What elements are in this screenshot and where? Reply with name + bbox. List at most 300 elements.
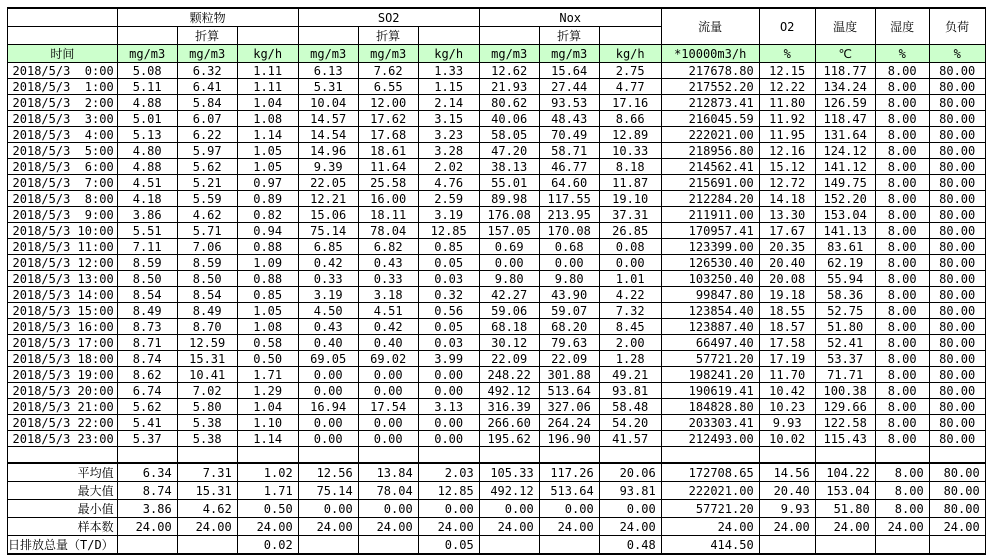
value-cell[interactable]: 8.73 [117,319,177,335]
value-cell[interactable]: 75.14 [298,482,358,500]
value-cell[interactable]: 8.00 [875,399,929,415]
value-cell[interactable]: 117.26 [539,463,599,482]
time-cell[interactable]: 2018/5/3 12:00 [8,255,118,271]
value-cell[interactable]: 123854.40 [661,303,759,319]
value-cell[interactable]: 16.00 [358,191,418,207]
value-cell[interactable]: 7.11 [117,239,177,255]
value-cell[interactable]: 105.33 [479,463,539,482]
value-cell[interactable]: 55.01 [479,175,539,191]
value-cell[interactable]: 3.86 [117,500,177,518]
value-cell[interactable]: 0.85 [237,287,298,303]
value-cell[interactable]: 0.88 [237,271,298,287]
value-cell[interactable]: 0.94 [237,223,298,239]
value-cell[interactable] [661,447,759,464]
value-cell[interactable]: 170957.41 [661,223,759,239]
value-cell[interactable]: 3.18 [358,287,418,303]
value-cell[interactable]: 12.00 [358,95,418,111]
value-cell[interactable]: 131.64 [815,127,875,143]
value-cell[interactable]: 1.05 [237,303,298,319]
value-cell[interactable]: 8.00 [875,79,929,95]
value-cell[interactable]: 40.06 [479,111,539,127]
value-cell[interactable]: 190619.41 [661,383,759,399]
value-cell[interactable]: 153.04 [815,482,875,500]
time-cell[interactable]: 2018/5/3 15:00 [8,303,118,319]
value-cell[interactable]: 1.14 [237,431,298,447]
summary-label-cell[interactable]: 平均值 [8,463,118,482]
value-cell[interactable]: 24.00 [599,518,661,536]
value-cell[interactable]: 8.00 [875,319,929,335]
value-cell[interactable]: 6.85 [298,239,358,255]
value-cell[interactable]: 24.00 [117,518,177,536]
value-cell[interactable]: 8.00 [875,367,929,383]
value-cell[interactable]: 0.00 [599,255,661,271]
value-cell[interactable]: 8.49 [117,303,177,319]
value-cell[interactable]: 1.28 [599,351,661,367]
value-cell[interactable]: 12.56 [298,463,358,482]
value-cell[interactable] [418,447,479,464]
value-cell[interactable]: 0.89 [237,191,298,207]
value-cell[interactable]: 5.41 [117,415,177,431]
value-cell[interactable]: 54.20 [599,415,661,431]
value-cell[interactable]: 20.06 [599,463,661,482]
value-cell[interactable]: 5.21 [177,175,237,191]
value-cell[interactable]: 0.56 [418,303,479,319]
value-cell[interactable]: 59.07 [539,303,599,319]
value-cell[interactable]: 11.64 [358,159,418,175]
value-cell[interactable]: 15.31 [177,482,237,500]
value-cell[interactable]: 0.05 [418,536,479,555]
time-cell[interactable]: 2018/5/3 9:00 [8,207,118,223]
value-cell[interactable]: 58.71 [539,143,599,159]
value-cell[interactable]: 217678.80 [661,63,759,79]
value-cell[interactable] [875,447,929,464]
value-cell[interactable]: 3.19 [418,207,479,223]
value-cell[interactable]: 117.55 [539,191,599,207]
value-cell[interactable]: 12.85 [418,223,479,239]
value-cell[interactable]: 80.00 [929,95,985,111]
value-cell[interactable]: 1.01 [599,271,661,287]
value-cell[interactable]: 5.38 [177,415,237,431]
value-cell[interactable]: 3.13 [418,399,479,415]
value-cell[interactable]: 8.62 [117,367,177,383]
value-cell[interactable] [237,447,298,464]
value-cell[interactable]: 80.00 [929,367,985,383]
value-cell[interactable]: 8.00 [875,351,929,367]
value-cell[interactable]: 0.68 [539,239,599,255]
time-cell[interactable]: 2018/5/3 6:00 [8,159,118,175]
value-cell[interactable]: 8.00 [875,207,929,223]
value-cell[interactable]: 1.05 [237,159,298,175]
value-cell[interactable]: 1.14 [237,127,298,143]
value-cell[interactable]: 3.86 [117,207,177,223]
value-cell[interactable]: 0.32 [418,287,479,303]
value-cell[interactable]: 8.49 [177,303,237,319]
value-cell[interactable] [815,447,875,464]
value-cell[interactable]: 0.42 [298,255,358,271]
value-cell[interactable]: 123399.00 [661,239,759,255]
value-cell[interactable]: 8.00 [875,303,929,319]
value-cell[interactable]: 93.81 [599,383,661,399]
value-cell[interactable]: 1.71 [237,367,298,383]
value-cell[interactable]: 93.81 [599,482,661,500]
time-cell[interactable]: 2018/5/3 1:00 [8,79,118,95]
value-cell[interactable]: 0.00 [418,431,479,447]
value-cell[interactable]: 1.08 [237,111,298,127]
value-cell[interactable]: 513.64 [539,383,599,399]
value-cell[interactable]: 5.59 [177,191,237,207]
value-cell[interactable]: 21.93 [479,79,539,95]
time-cell[interactable]: 2018/5/3 0:00 [8,63,118,79]
value-cell[interactable]: 53.37 [815,351,875,367]
value-cell[interactable]: 10.33 [599,143,661,159]
value-cell[interactable]: 14.57 [298,111,358,127]
value-cell[interactable]: 59.06 [479,303,539,319]
value-cell[interactable]: 8.00 [875,271,929,287]
value-cell[interactable]: 4.62 [177,207,237,223]
value-cell[interactable]: 69.05 [298,351,358,367]
value-cell[interactable]: 24.00 [929,518,985,536]
value-cell[interactable]: 212284.20 [661,191,759,207]
value-cell[interactable]: 5.51 [117,223,177,239]
summary-label-cell[interactable]: 最小值 [8,500,118,518]
value-cell[interactable]: 22.05 [298,175,358,191]
value-cell[interactable]: 18.57 [759,319,815,335]
value-cell[interactable]: 9.39 [298,159,358,175]
value-cell[interactable]: 43.90 [539,287,599,303]
value-cell[interactable]: 78.04 [358,482,418,500]
value-cell[interactable]: 6.41 [177,79,237,95]
time-cell[interactable]: 2018/5/3 18:00 [8,351,118,367]
value-cell[interactable]: 66497.40 [661,335,759,351]
value-cell[interactable]: 266.60 [479,415,539,431]
time-cell[interactable]: 2018/5/3 14:00 [8,287,118,303]
value-cell[interactable]: 0.08 [599,239,661,255]
value-cell[interactable]: 80.00 [929,351,985,367]
value-cell[interactable]: 0.43 [298,319,358,335]
value-cell[interactable]: 7.32 [599,303,661,319]
value-cell[interactable]: 22.09 [479,351,539,367]
value-cell[interactable]: 1.08 [237,319,298,335]
value-cell[interactable]: 1.11 [237,79,298,95]
value-cell[interactable]: 5.11 [117,79,177,95]
value-cell[interactable]: 4.50 [298,303,358,319]
value-cell[interactable]: 20.40 [759,255,815,271]
value-cell[interactable]: 216045.59 [661,111,759,127]
value-cell[interactable]: 80.00 [929,335,985,351]
value-cell[interactable]: 2.00 [599,335,661,351]
value-cell[interactable]: 153.04 [815,207,875,223]
value-cell[interactable]: 4.22 [599,287,661,303]
value-cell[interactable]: 17.67 [759,223,815,239]
value-cell[interactable]: 80.00 [929,223,985,239]
value-cell[interactable]: 1.09 [237,255,298,271]
value-cell[interactable]: 203303.41 [661,415,759,431]
value-cell[interactable]: 5.97 [177,143,237,159]
value-cell[interactable]: 0.48 [599,536,661,555]
value-cell[interactable]: 0.00 [418,367,479,383]
value-cell[interactable]: 124.12 [815,143,875,159]
value-cell[interactable]: 0.05 [418,255,479,271]
value-cell[interactable]: 170.08 [539,223,599,239]
value-cell[interactable]: 5.01 [117,111,177,127]
value-cell[interactable]: 184828.80 [661,399,759,415]
value-cell[interactable]: 7.31 [177,463,237,482]
value-cell[interactable]: 8.00 [875,95,929,111]
value-cell[interactable]: 0.00 [298,383,358,399]
value-cell[interactable]: 0.00 [418,500,479,518]
value-cell[interactable]: 6.13 [298,63,358,79]
value-cell[interactable]: 8.18 [599,159,661,175]
value-cell[interactable]: 134.24 [815,79,875,95]
value-cell[interactable]: 14.54 [298,127,358,143]
value-cell[interactable]: 48.43 [539,111,599,127]
value-cell[interactable]: 49.21 [599,367,661,383]
value-cell[interactable]: 198241.20 [661,367,759,383]
value-cell[interactable]: 0.88 [237,239,298,255]
value-cell[interactable]: 24.00 [358,518,418,536]
value-cell[interactable]: 93.53 [539,95,599,111]
value-cell[interactable]: 6.07 [177,111,237,127]
value-cell[interactable]: 9.93 [759,415,815,431]
value-cell[interactable]: 0.00 [298,415,358,431]
value-cell[interactable]: 0.00 [358,500,418,518]
value-cell[interactable] [298,536,358,555]
value-cell[interactable]: 214562.41 [661,159,759,175]
value-cell[interactable]: 1.05 [237,143,298,159]
value-cell[interactable]: 80.00 [929,191,985,207]
value-cell[interactable]: 0.50 [237,351,298,367]
value-cell[interactable]: 1.11 [237,63,298,79]
value-cell[interactable]: 118.77 [815,63,875,79]
value-cell[interactable]: 8.70 [177,319,237,335]
value-cell[interactable]: 10.23 [759,399,815,415]
value-cell[interactable]: 8.00 [875,287,929,303]
value-cell[interactable]: 0.00 [418,415,479,431]
value-cell[interactable]: 4.88 [117,95,177,111]
value-cell[interactable]: 1.71 [237,482,298,500]
value-cell[interactable]: 0.82 [237,207,298,223]
value-cell[interactable]: 8.50 [177,271,237,287]
value-cell[interactable]: 0.40 [358,335,418,351]
value-cell[interactable]: 5.38 [177,431,237,447]
value-cell[interactable] [177,536,237,555]
summary-label-cell[interactable]: 最大值 [8,482,118,500]
value-cell[interactable]: 8.00 [875,143,929,159]
value-cell[interactable]: 264.24 [539,415,599,431]
value-cell[interactable]: 9.93 [759,500,815,518]
value-cell[interactable]: 71.71 [815,367,875,383]
value-cell[interactable]: 58.05 [479,127,539,143]
value-cell[interactable]: 213.95 [539,207,599,223]
value-cell[interactable]: 80.00 [929,463,985,482]
value-cell[interactable] [479,447,539,464]
value-cell[interactable]: 2.59 [418,191,479,207]
value-cell[interactable]: 0.00 [479,500,539,518]
value-cell[interactable] [759,447,815,464]
value-cell[interactable]: 103250.40 [661,271,759,287]
value-cell[interactable]: 80.00 [929,175,985,191]
value-cell[interactable]: 1.10 [237,415,298,431]
value-cell[interactable]: 8.00 [875,175,929,191]
value-cell[interactable]: 8.54 [117,287,177,303]
value-cell[interactable]: 14.96 [298,143,358,159]
value-cell[interactable] [358,536,418,555]
value-cell[interactable]: 80.62 [479,95,539,111]
value-cell[interactable]: 0.42 [358,319,418,335]
value-cell[interactable]: 0.00 [298,367,358,383]
value-cell[interactable]: 57721.20 [661,351,759,367]
value-cell[interactable]: 12.85 [418,482,479,500]
value-cell[interactable]: 2.75 [599,63,661,79]
value-cell[interactable]: 8.00 [875,415,929,431]
value-cell[interactable]: 11.80 [759,95,815,111]
value-cell[interactable]: 0.50 [237,500,298,518]
summary-label-cell[interactable]: 日排放总量（T/D） [8,536,118,555]
value-cell[interactable] [929,447,985,464]
value-cell[interactable]: 70.49 [539,127,599,143]
time-cell[interactable]: 2018/5/3 10:00 [8,223,118,239]
value-cell[interactable]: 115.43 [815,431,875,447]
value-cell[interactable]: 0.00 [358,431,418,447]
value-cell[interactable]: 100.38 [815,383,875,399]
value-cell[interactable]: 78.04 [358,223,418,239]
value-cell[interactable]: 123887.40 [661,319,759,335]
time-cell[interactable]: 2018/5/3 21:00 [8,399,118,415]
value-cell[interactable]: 4.88 [117,159,177,175]
value-cell[interactable]: 80.00 [929,415,985,431]
summary-label-cell[interactable]: 样本数 [8,518,118,536]
value-cell[interactable]: 27.44 [539,79,599,95]
value-cell[interactable]: 8.66 [599,111,661,127]
value-cell[interactable]: 51.80 [815,319,875,335]
value-cell[interactable]: 68.18 [479,319,539,335]
value-cell[interactable]: 126530.40 [661,255,759,271]
value-cell[interactable]: 8.59 [117,255,177,271]
value-cell[interactable]: 18.11 [358,207,418,223]
value-cell[interactable]: 0.00 [479,255,539,271]
value-cell[interactable]: 80.00 [929,319,985,335]
value-cell[interactable]: 24.00 [875,518,929,536]
value-cell[interactable]: 4.51 [358,303,418,319]
value-cell[interactable]: 12.89 [599,127,661,143]
value-cell[interactable]: 212873.41 [661,95,759,111]
value-cell[interactable]: 141.13 [815,223,875,239]
time-cell[interactable]: 2018/5/3 3:00 [8,111,118,127]
value-cell[interactable]: 24.00 [177,518,237,536]
time-cell[interactable]: 2018/5/3 16:00 [8,319,118,335]
value-cell[interactable]: 8.54 [177,287,237,303]
value-cell[interactable]: 126.59 [815,95,875,111]
value-cell[interactable]: 58.36 [815,287,875,303]
value-cell[interactable]: 3.28 [418,143,479,159]
value-cell[interactable]: 3.99 [418,351,479,367]
value-cell[interactable]: 8.00 [875,63,929,79]
value-cell[interactable]: 215691.00 [661,175,759,191]
value-cell[interactable]: 5.13 [117,127,177,143]
value-cell[interactable]: 24.00 [661,518,759,536]
time-cell[interactable]: 2018/5/3 20:00 [8,383,118,399]
value-cell[interactable]: 52.41 [815,335,875,351]
value-cell[interactable]: 0.03 [418,335,479,351]
value-cell[interactable]: 10.42 [759,383,815,399]
value-cell[interactable]: 17.19 [759,351,815,367]
value-cell[interactable]: 172708.65 [661,463,759,482]
value-cell[interactable]: 0.00 [599,500,661,518]
value-cell[interactable]: 5.71 [177,223,237,239]
value-cell[interactable]: 8.00 [875,463,929,482]
value-cell[interactable]: 8.74 [117,482,177,500]
value-cell[interactable]: 8.00 [875,335,929,351]
value-cell[interactable]: 9.80 [539,271,599,287]
value-cell[interactable]: 4.62 [177,500,237,518]
value-cell[interactable]: 4.18 [117,191,177,207]
value-cell[interactable]: 8.00 [875,500,929,518]
value-cell[interactable]: 22.09 [539,351,599,367]
value-cell[interactable]: 89.98 [479,191,539,207]
value-cell[interactable]: 15.31 [177,351,237,367]
value-cell[interactable]: 0.02 [237,536,298,555]
value-cell[interactable]: 6.82 [358,239,418,255]
value-cell[interactable]: 0.00 [358,415,418,431]
value-cell[interactable]: 8.45 [599,319,661,335]
time-cell[interactable]: 2018/5/3 8:00 [8,191,118,207]
value-cell[interactable]: 80.00 [929,79,985,95]
value-cell[interactable]: 248.22 [479,367,539,383]
value-cell[interactable]: 20.08 [759,271,815,287]
value-cell[interactable]: 80.00 [929,63,985,79]
value-cell[interactable]: 0.03 [418,271,479,287]
value-cell[interactable]: 68.20 [539,319,599,335]
value-cell[interactable]: 17.62 [358,111,418,127]
time-cell[interactable]: 2018/5/3 23:00 [8,431,118,447]
value-cell[interactable]: 211911.00 [661,207,759,223]
value-cell[interactable]: 10.04 [298,95,358,111]
value-cell[interactable]: 19.18 [759,287,815,303]
value-cell[interactable]: 6.22 [177,127,237,143]
value-cell[interactable]: 14.56 [759,463,815,482]
value-cell[interactable]: 6.34 [117,463,177,482]
time-cell[interactable]: 2018/5/3 4:00 [8,127,118,143]
value-cell[interactable]: 17.16 [599,95,661,111]
time-cell[interactable]: 2018/5/3 5:00 [8,143,118,159]
value-cell[interactable]: 38.13 [479,159,539,175]
value-cell[interactable]: 42.27 [479,287,539,303]
value-cell[interactable]: 492.12 [479,383,539,399]
value-cell[interactable]: 24.00 [539,518,599,536]
value-cell[interactable]: 122.58 [815,415,875,431]
value-cell[interactable]: 12.16 [759,143,815,159]
value-cell[interactable]: 80.00 [929,383,985,399]
value-cell[interactable]: 0.97 [237,175,298,191]
value-cell[interactable]: 80.00 [929,271,985,287]
value-cell[interactable]: 10.02 [759,431,815,447]
value-cell[interactable]: 222021.00 [661,482,759,500]
value-cell[interactable]: 20.40 [759,482,815,500]
value-cell[interactable]: 80.00 [929,111,985,127]
value-cell[interactable]: 30.12 [479,335,539,351]
value-cell[interactable]: 0.00 [298,500,358,518]
value-cell[interactable]: 8.00 [875,223,929,239]
value-cell[interactable]: 8.00 [875,255,929,271]
value-cell[interactable]: 217552.20 [661,79,759,95]
time-cell[interactable]: 2018/5/3 19:00 [8,367,118,383]
value-cell[interactable]: 7.06 [177,239,237,255]
value-cell[interactable]: 5.37 [117,431,177,447]
value-cell[interactable]: 195.62 [479,431,539,447]
value-cell[interactable]: 8.59 [177,255,237,271]
value-cell[interactable] [599,447,661,464]
value-cell[interactable]: 17.54 [358,399,418,415]
